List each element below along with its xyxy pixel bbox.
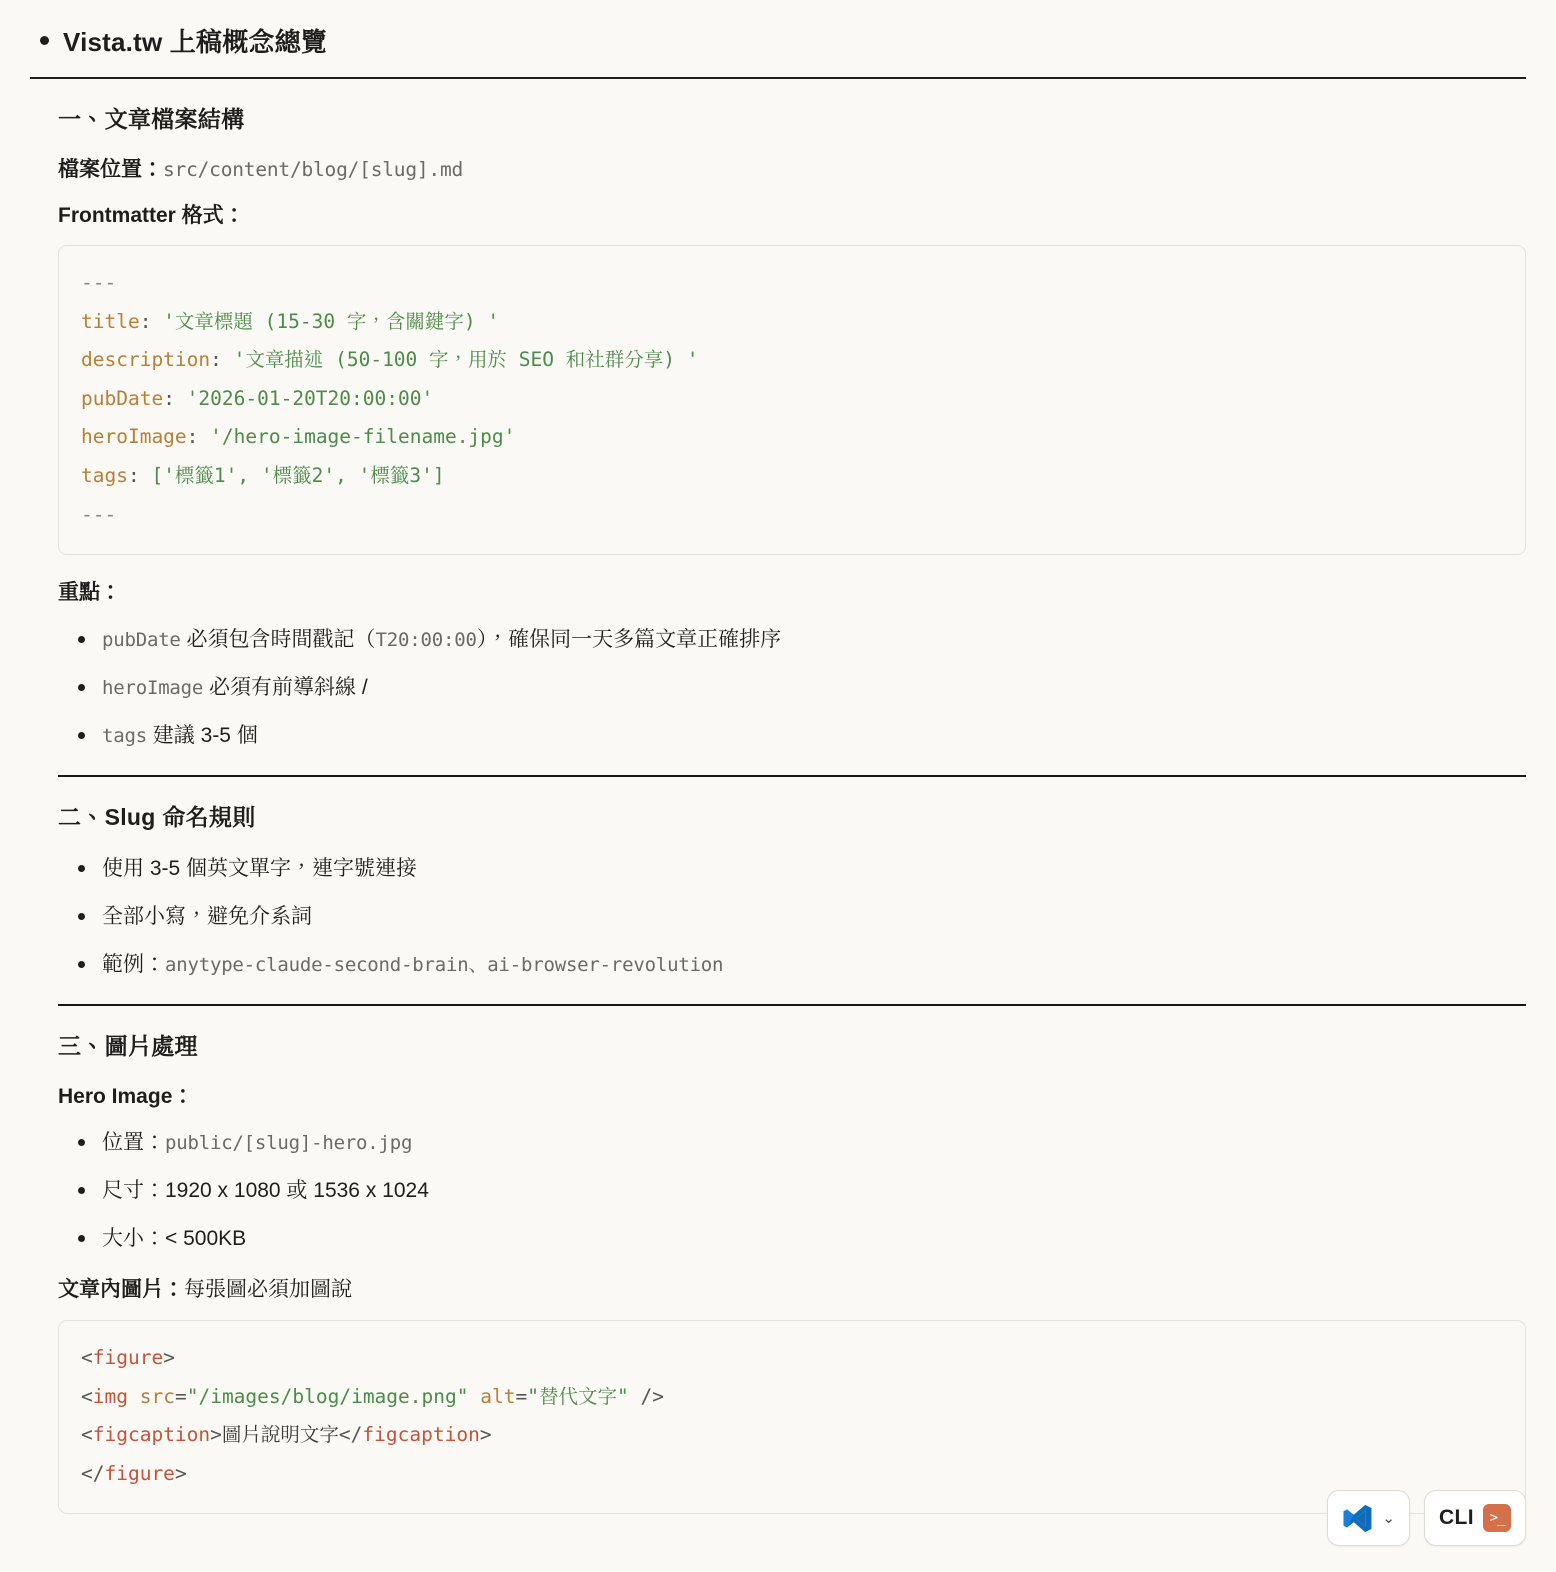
fig-l2-tag: img [92, 1384, 128, 1408]
slug-rules-list [58, 852, 1526, 982]
fig-l1-open: < [81, 1345, 93, 1369]
frontmatter-label-text: Frontmatter 格式： [58, 203, 245, 227]
key-point-text: 建議 3-5 個 [146, 723, 258, 747]
hero-location-label: 位置： [102, 1131, 165, 1155]
fig-l3-tag: figcaption [92, 1423, 211, 1447]
key-point-code: pubDate [102, 628, 181, 651]
section-2-heading: 二、Slug 命名規則 [58, 803, 256, 830]
key-points-list [58, 623, 1526, 753]
fig-l4-open: </ [81, 1461, 105, 1485]
key-point-text: 必須有前導斜線 / [203, 675, 368, 699]
section-divider-2 [58, 1004, 1526, 1006]
fig-l3-tag2: figcaption [362, 1423, 480, 1447]
list-item [102, 671, 1526, 705]
example-slug-b: ai-browser-revolution [487, 953, 724, 976]
section-divider-1 [58, 775, 1526, 777]
section-1-heading: 一、文章檔案結構 [58, 106, 245, 132]
section-3-heading: 三、圖片處理 [58, 1032, 198, 1059]
key-point-code: tags [102, 724, 147, 747]
section-image-handling [30, 1028, 1526, 1514]
key-point-text: 必須包含時間戳記（ [180, 627, 376, 651]
fig-l4-close: > [174, 1461, 187, 1485]
list-item [102, 719, 1526, 753]
fm-pubdate-key: pubDate [81, 386, 164, 410]
hero-size-label: 尺寸： [102, 1179, 165, 1203]
frontmatter-code: --- title: '文章標題 (15-30 字，含關鍵字) ' description: '文章描述 (50-100 字，用於 SEO 和社群分享) ' pubDate: '2026-01-20T20:00:00' heroImage: '/hero-image-filename.jpg' tags: ['標籤1', '標籤2', '標籤3'] --- [81, 271, 699, 526]
fm-heroimage-value: '/hero-image-filename.jpg' [210, 425, 516, 449]
fig-l2-attr-alt: alt [480, 1384, 516, 1408]
floating-toolbar [1327, 1490, 1526, 1546]
example-separator: 、 [468, 953, 488, 976]
hero-filesize-label: 大小： [102, 1227, 165, 1251]
hero-image-list [58, 1126, 1526, 1256]
hero-location-value: public/[slug]-hero.jpg [165, 1132, 413, 1155]
chevron-down-icon[interactable]: ⌄ [1382, 1509, 1395, 1527]
fig-l2-attr-src: src [139, 1384, 175, 1408]
key-point-code: heroImage [102, 676, 204, 699]
hero-filesize-value: < 500KB [165, 1227, 247, 1251]
vscode-icon [1342, 1503, 1373, 1534]
terminal-icon: >_ [1483, 1504, 1511, 1532]
fig-l2-val-src: "/images/blog/image.png" [186, 1384, 469, 1408]
file-location-value: src/content/blog/[slug].md [163, 158, 464, 181]
section-slug-rules [30, 799, 1526, 982]
inline-image-note: 每張圖必須加圖說 [184, 1278, 352, 1302]
fm-open: --- [81, 271, 117, 294]
list-item: 使用 3-5 個英文單字，連字號連接 [102, 852, 1526, 886]
key-points-label-text: 重點： [58, 581, 121, 605]
inline-image-label: 文章內圖片： [58, 1278, 184, 1302]
fm-tags-key: tags [81, 464, 128, 488]
key-point-code2: T20:00:00 [375, 628, 477, 651]
fm-title-key: title [81, 309, 140, 333]
list-item [102, 1174, 1526, 1208]
fig-l2-selfclose: /> [640, 1384, 664, 1408]
fig-l3-gt2: > [479, 1423, 492, 1447]
key-point-text2: ），確保同一天多篇文章正確排序 [476, 627, 782, 651]
example-slug-a: anytype-claude-second-brain [165, 953, 469, 976]
page-title [30, 18, 1526, 77]
fm-description-key: description [81, 348, 211, 372]
list-item [102, 1126, 1526, 1160]
hero-image-label [58, 1081, 1526, 1113]
bullet-icon [40, 36, 49, 45]
fm-heroimage-key: heroImage [81, 425, 187, 449]
list-item [102, 623, 1526, 657]
frontmatter-label [58, 200, 1526, 232]
list-item: 全部小寫，避免介系詞 [102, 900, 1526, 934]
key-points-label [58, 577, 1526, 609]
fig-l3-open: < [81, 1423, 93, 1447]
file-location-line [58, 154, 1526, 186]
fig-l3-gt: > [210, 1423, 222, 1447]
hero-image-label-text: Hero Image： [58, 1084, 194, 1108]
figure-code: <figure> <img src="/images/blog/image.png" alt="替代文字" /> <figcaption>圖片說明文字</figcaption> </figure> [81, 1345, 664, 1485]
fm-tags-value: ['標籤1', '標籤2', '標籤3'] [151, 464, 445, 488]
fig-l2-open: < [81, 1384, 93, 1408]
cli-chip[interactable] [1424, 1490, 1526, 1546]
hero-size-value: 1920 x 1080 或 1536 x 1024 [165, 1179, 429, 1203]
example-label: 範例： [102, 952, 165, 976]
frontmatter-code-block [58, 245, 1526, 555]
list-item [102, 948, 1526, 982]
file-location-label: 檔案位置： [58, 158, 163, 181]
fm-title-value: '文章標題 (15-30 字，含關鍵字) ' [163, 309, 500, 333]
vscode-chip[interactable] [1327, 1490, 1410, 1546]
fm-pubdate-value: '2026-01-20T20:00:00' [186, 386, 434, 410]
fig-l4-tag: figure [104, 1461, 175, 1485]
cli-label: CLI [1438, 1506, 1474, 1529]
section-file-structure [30, 101, 1526, 753]
inline-image-line [58, 1274, 1526, 1306]
figure-code-block [58, 1320, 1526, 1514]
fig-l1-close: > [163, 1345, 175, 1369]
title-divider [30, 77, 1526, 79]
page-title-text: Vista.tw 上稿概念總覽 [63, 27, 328, 57]
list-item [102, 1222, 1526, 1256]
fm-description-value: '文章描述 (50-100 字，用於 SEO 和社群分享) ' [233, 348, 699, 372]
fig-l2-val-alt: "替代文字" [527, 1384, 629, 1408]
fig-l3-text: 圖片說明文字 [221, 1423, 339, 1447]
fig-l3-closeopen: </ [338, 1423, 363, 1447]
fm-close: --- [81, 502, 117, 526]
fig-l1-tag: figure [92, 1345, 164, 1369]
